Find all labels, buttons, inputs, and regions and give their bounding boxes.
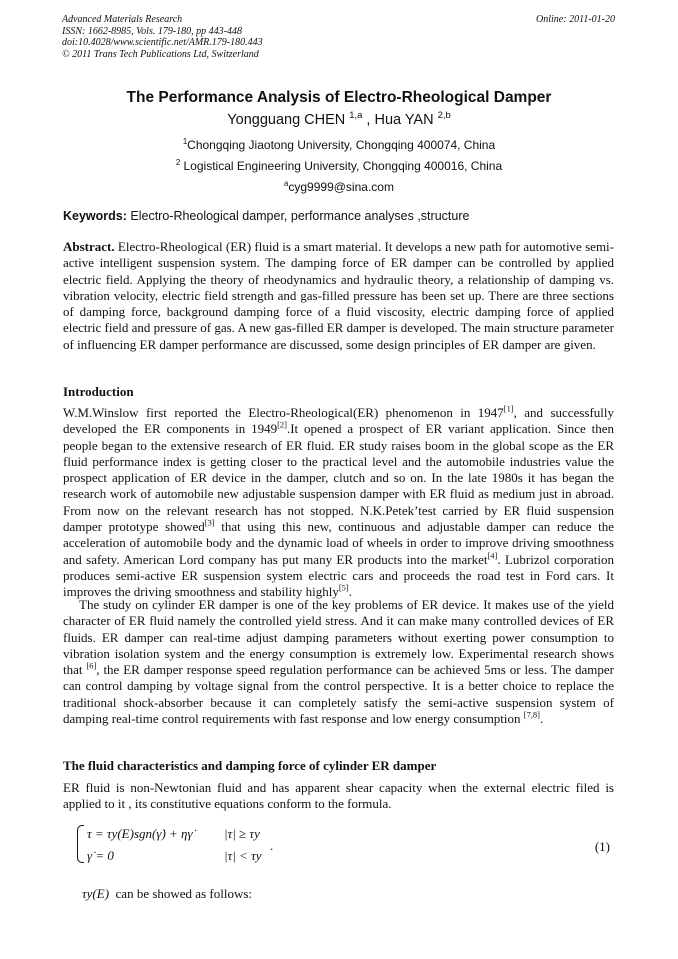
paper-title: The Performance Analysis of Electro-Rheological Damper: [126, 89, 552, 106]
citation-5[interactable]: [5]: [338, 582, 349, 593]
citation-4[interactable]: [4]: [487, 550, 498, 561]
abstract-label: Abstract.: [63, 239, 115, 254]
intro-text: . Lubrizol corporation produces semi-active ER suspension system electric cars and proceeds the road test in Ford cars. It improves the driving smoothness and stability highly: [63, 551, 614, 600]
intro-text: The study on cylinder ER damper is one of the key problems of ER device. It makes use of the yield character of ER fluid namely the controlled yield stress. And it can make many controlled devices of ER fluids. ER damper can real-time adjust damping parameters without exerting power consumption to vibration isolation system and the energy consumption is extremely low. Experimental research shows that: [63, 597, 614, 678]
after-equation-text: can be showed as follows:: [115, 886, 252, 901]
affiliation-1-text: Chongqing Jiaotong University, Chongqing 400074, China: [187, 138, 496, 152]
intro-text: .: [348, 584, 352, 600]
affiliation-2: [0, 159, 678, 173]
citation-6[interactable]: [6]: [86, 660, 97, 671]
author-1-sup: 1,a: [349, 109, 363, 121]
author-2-sup: 2,b: [437, 109, 451, 121]
equation-line-1: τ = τy(E)sgn(γ̇) + ηγ̇: [87, 826, 193, 841]
citation-1[interactable]: [1]: [503, 403, 514, 414]
publication-info: [62, 14, 263, 60]
online-date: Online: 2011-01-20: [536, 14, 615, 25]
intro-text: .: [539, 711, 544, 727]
affiliation-2-sup: 2: [175, 158, 181, 167]
equation-period: .: [270, 838, 274, 853]
issn-line: ISSN: 1662-8985, Vols. 179-180, pp 443-448: [62, 25, 242, 37]
copyright-line: © 2011 Trans Tech Publications Ltd, Switzerland: [62, 48, 259, 60]
citation-3[interactable]: [3]: [204, 517, 215, 528]
equation-brace: [77, 825, 84, 863]
introduction-paragraph-1: [63, 405, 614, 601]
introduction-heading: Introduction: [63, 384, 134, 399]
equation-condition-1: |τ| ≥ τy: [224, 826, 260, 841]
affiliation-1: [0, 138, 678, 152]
abstract-text: Electro-Rheological (ER) fluid is a smart material. It develops a new path for automotive semi-active intelligent suspension system. The damping force of ER damper can be controlled by applied electric field. Applying the theory of rheodynamics and hydraulic theory, a relationship of damping vs. vibration velocity, electric field strength and gas-filled pressure has been set up. There are three sections of damping force, background damping force of a fluid viscosity, electric damping force of applied electric field and pressure of gas. A new gas-filled ER damper is developed. The main structure parameter of influencing ER damper performance are discussed, some design principles of ER damper are given.: [63, 239, 614, 352]
affiliation-2-text: Logistical Engineering University, Chongqing 400016, China: [180, 159, 503, 173]
keywords-label: Keywords:: [63, 209, 127, 223]
intro-text: , the ER damper response speed regulation performance can be achieved 5ms or less. The damper can control damping by voltage signal from the control perspective. It is a better choice to replace the traditional shock-absorber because it can completely satisfy the semi-active suspension system of damping real-time control requirements with fast response and low energy consumption: [63, 662, 614, 727]
email-address[interactable]: cyg9999@sina.com: [288, 180, 394, 194]
fluid-section-heading: The fluid characteristics and damping force of cylinder ER damper: [63, 758, 437, 773]
doi-line: doi:10.4028/www.scientific.net/AMR.179-180.443: [62, 37, 263, 48]
author-separator: ,: [362, 112, 375, 128]
intro-text: .It opened a prospect of ER variant application. Since then people began to the extensive research of ER fluid. ER study raises boom in the global scope as the ER fluid performance index is getting closer to the practical level and the automobile industries value the prospect application of ER device in the damper, clutch and so on. In the late 1980s it has began the research work of automobile new adjustable suspension damper with ER fluid as medium just in abroad. From now on the relevant research has not stopped. N.K.Petek’test carried by ER fluid suspension damper prototype showed: [63, 421, 614, 535]
journal-name: Advanced Materials Research: [62, 14, 183, 25]
author-1: Yongguang CHEN: [227, 112, 346, 128]
intro-text: W.M.Winslow first reported the Electro-Rheological(ER) phenomenon in 1947: [63, 405, 504, 420]
yield-stress-symbol: τy(E): [82, 886, 110, 901]
after-equation-line: [82, 886, 252, 902]
equation-line-2: γ̇ = 0: [87, 848, 114, 863]
fluid-section-paragraph: ER fluid is non-Newtonian fluid and has apparent shear capacity when the external electric filed is applied to it , its constitutive equations conform to the formula.: [63, 780, 614, 812]
equation-number: (1): [594, 839, 610, 854]
keywords: [63, 209, 469, 223]
affiliation-1-sup: 1: [182, 137, 188, 146]
keywords-text: Electro-Rheological damper, performance analyses ,structure: [126, 209, 470, 223]
intro-text: that using this new, continuous and adjustable damper can reduce the acceleration of automobile body and the dynamic load of wheels in order to improve driving smoothness and safety. American Lord company has put many ER products into the market: [63, 519, 614, 567]
author-line: [0, 109, 678, 128]
author-2: Hua YAN: [374, 112, 434, 128]
citation-7-8[interactable]: [7,8]: [523, 709, 540, 720]
email-sup: a: [284, 179, 289, 188]
abstract-paragraph: [63, 239, 614, 353]
equation-condition-2: |τ| < τy: [224, 848, 262, 863]
intro-text: , and successfully developed the ER components in 1949: [63, 405, 615, 437]
email-line: [0, 180, 678, 194]
introduction-paragraph-2: [63, 597, 614, 727]
citation-2[interactable]: [2]: [277, 419, 287, 430]
